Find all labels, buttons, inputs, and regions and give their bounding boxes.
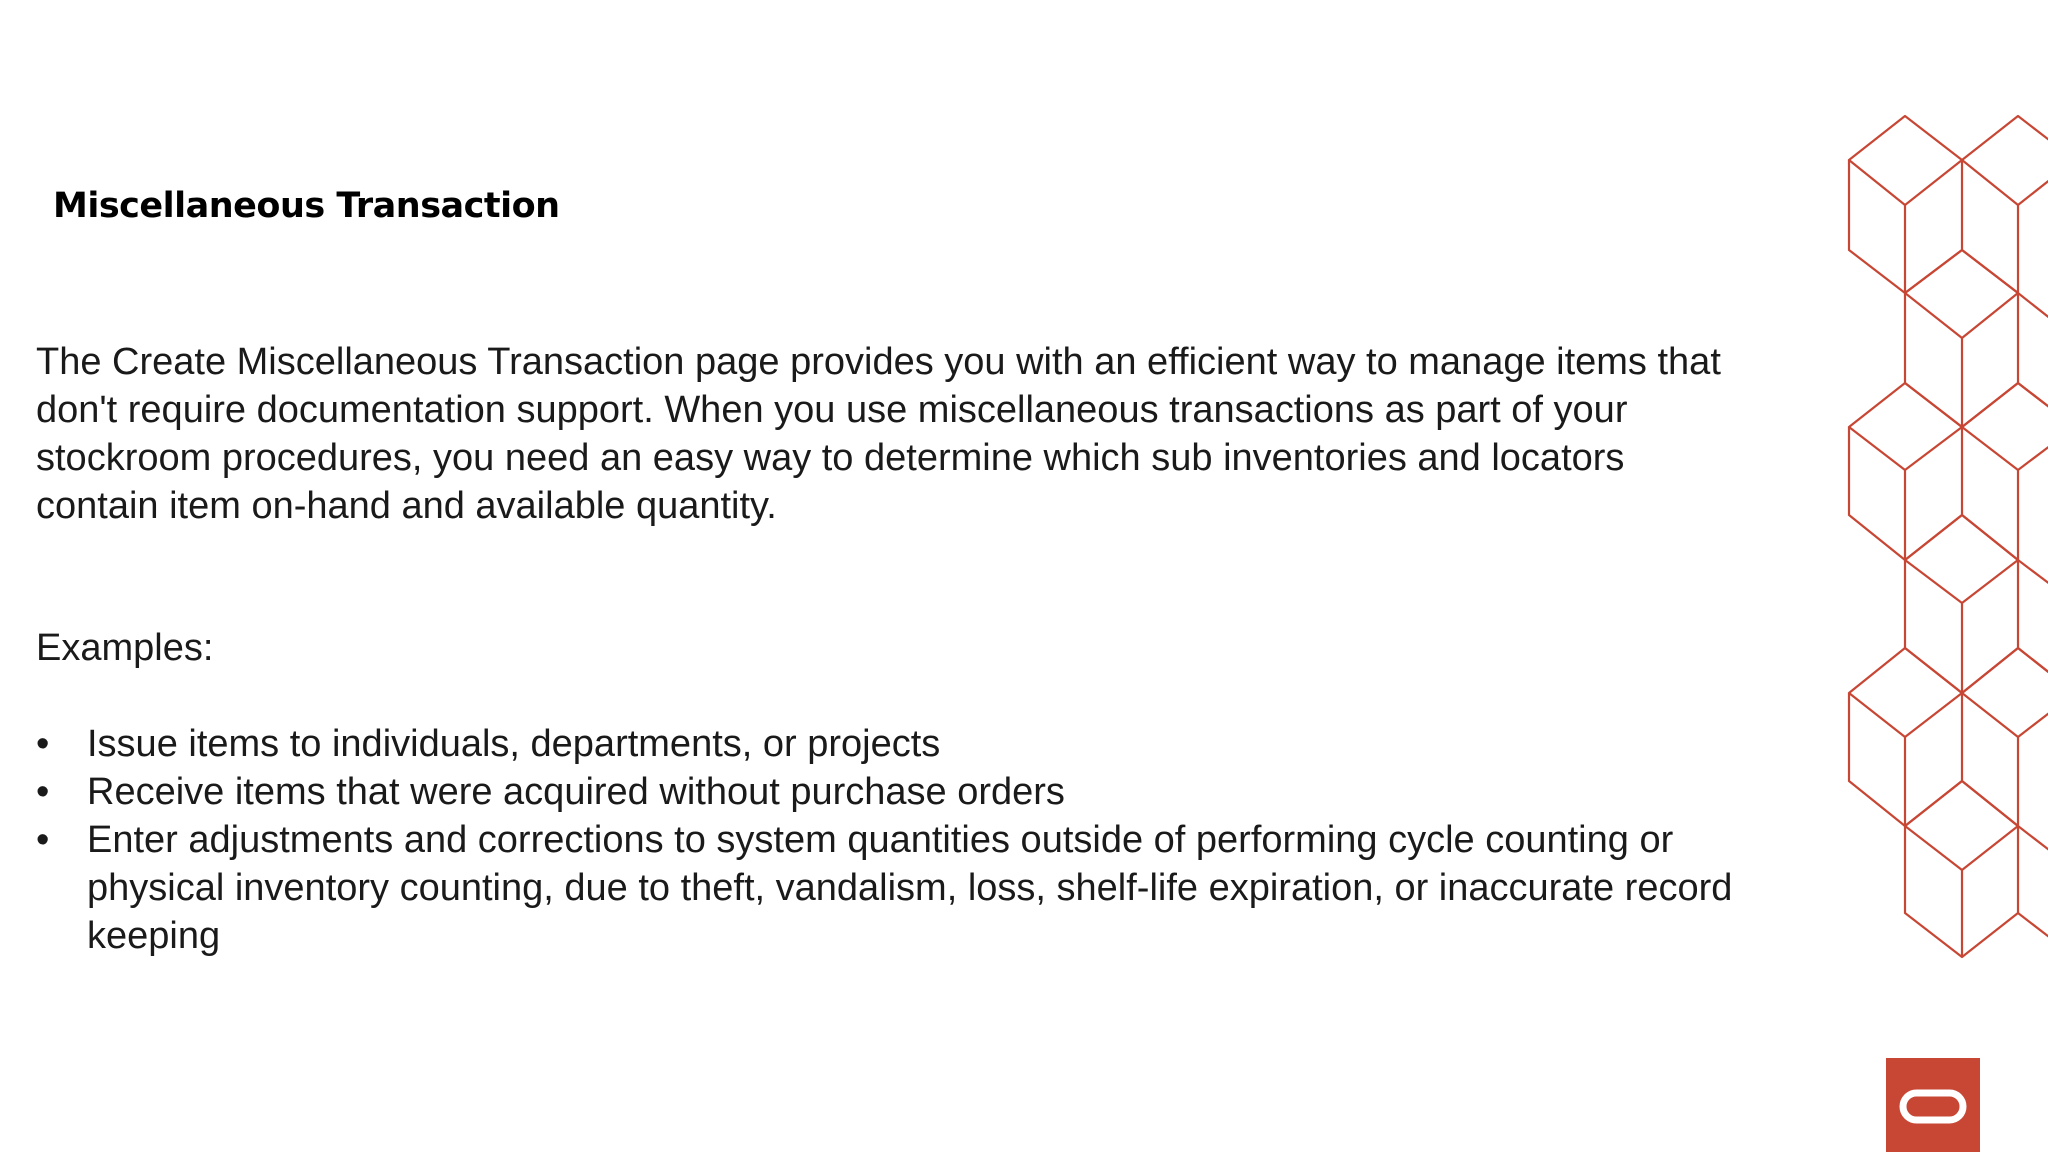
list-item xyxy=(36,768,1756,816)
list-item-text: Enter adjustments and corrections to system quantities outside of performing cycle counting or physical inventory counting, due to theft, vandalism, loss, shelf-life expiration, or inaccurate record keeping xyxy=(87,819,1733,957)
list-item xyxy=(36,720,1756,768)
bullet-icon: • xyxy=(36,723,50,765)
list-item xyxy=(36,816,1756,960)
list-item-text: Issue items to individuals, departments, or projects xyxy=(87,723,941,765)
oracle-logo-icon xyxy=(1886,1058,1980,1152)
cube-pattern-icon xyxy=(1840,110,2048,960)
list-item-text: Receive items that were acquired without purchase orders xyxy=(87,771,1065,813)
intro-paragraph: The Create Miscellaneous Transaction page provides you with an efficient way to manage items that don't require documentation support. When you use miscellaneous transactions as part of your stockroom procedures, you need an easy way to determine which sub inventories and locators contain item on-hand and available quantity. xyxy=(36,341,1721,527)
slide-title: Miscellaneous Transaction xyxy=(53,186,560,226)
bullet-icon: • xyxy=(36,771,50,813)
bullet-icon: • xyxy=(36,819,50,861)
examples-label: Examples: xyxy=(36,627,214,669)
examples-list xyxy=(36,720,1756,960)
